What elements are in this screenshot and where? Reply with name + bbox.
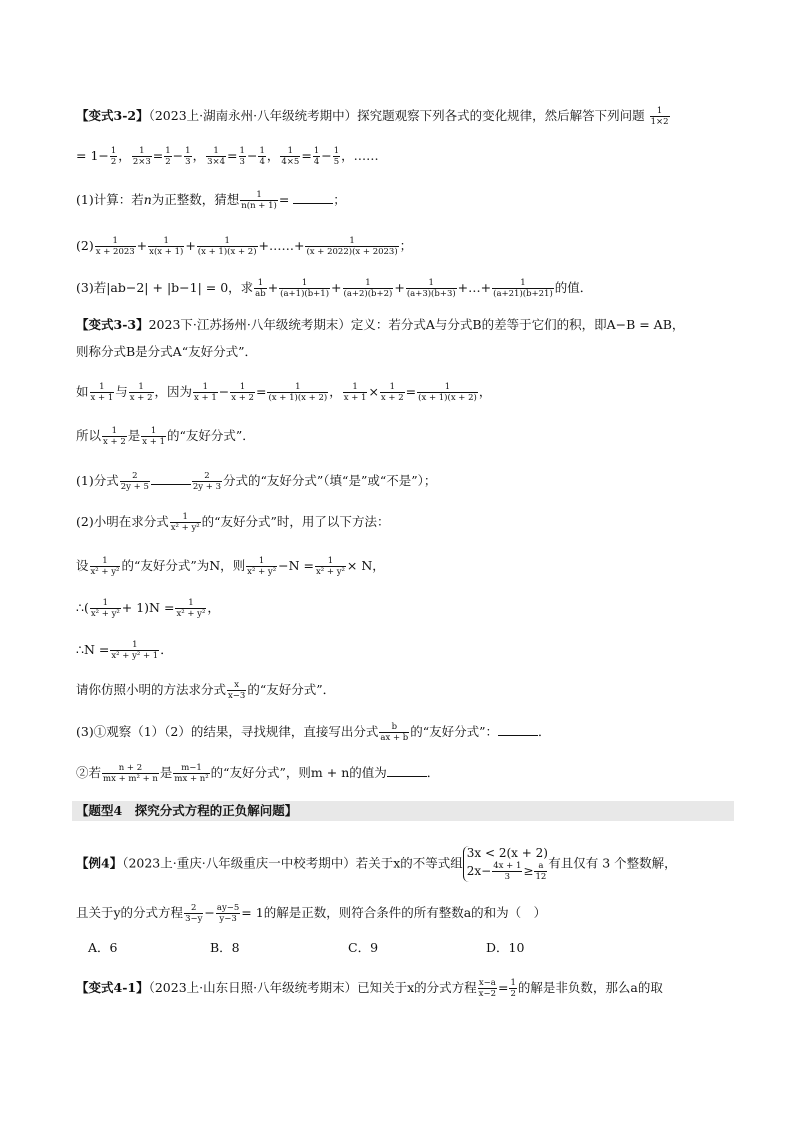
example-4-title: 【例4】 [76,855,123,871]
fraction: $\frac{1}{(a+21)(b+21)}$ [493,278,553,299]
fraction: $\frac{1}{x + 1}$ [90,382,114,403]
fraction: $\frac{1}{3}$ [185,146,191,167]
fraction: $\frac{1}{3}$ [239,146,245,167]
text: 分式的“友好分式”（填“是”或“不是”）； [223,473,437,488]
fraction: $\frac{1}{(x + 2022)(x + 2023)}$ [306,236,398,257]
variant-3-3-q1 [76,471,734,492]
variant-3-3-heading [76,315,734,335]
variant-3-3-q3 [76,722,734,743]
fraction: $\frac{x}{x-3}$ [228,680,246,701]
answer-blank[interactable] [151,472,191,485]
text: 与 [115,384,128,399]
variant-3-3-example: 如 $\frac{1}{x + 1}$ 与 $\frac{1}{x + 2}$ ，因为 $\frac{1}{x + 1}$ − $\frac{1}{x + 2}$ = $\frac{1}{(x + 1)(x + 2)}$ ， $\frac{1}{x + 1}$ × $\frac{1}{x + 2}$ = $\frac{1}{(x + 1)(x + 2)}$ ， [76,382,492,403]
example-4-heading [76,846,734,882]
variant-4-1: 【变式4-1】（2023上·山东日照·八年级统考期末）已知关于x的分式方程 $\frac{x-a}{x-2}$ = $\frac{1}{2}$ 的解是非负数，那么a的取 [76,978,663,999]
inequality-2: 2x− [466,864,492,878]
text: 设 [76,558,89,573]
example-4-options [88,938,528,958]
answer-blank[interactable] [387,764,427,777]
fraction: $\frac{1}{\text{x² + y²}}$ [247,556,277,577]
text: 且关于y的分式方程 [76,905,184,920]
q2-end: ； [399,238,413,253]
fraction: $\frac{1}{x + 1}$ [194,382,217,403]
variant-4-1-source: （2023上·山东日照·八年级统考期末） [148,980,358,995]
variant-3-3-title: 【变式3-3】 [76,317,149,332]
text: 的“友好分式”． [247,682,336,697]
text: ， [478,384,492,399]
fraction: $\frac{1}{x + 1}$ [142,426,165,447]
fraction: $\frac{1}{5}$ [333,146,340,167]
fraction: $\frac{1}{\text{x² + y²}}$ [170,512,200,533]
text: 如 [76,384,89,399]
fraction: $\frac{4x + 1}{3}$ [493,861,522,882]
variant-3-2-q2: (2) $\frac{1}{x + 2023}$ + $\frac{1}{x(x + 1)}$ + $\frac{1}{(x + 1)(x + 2)}$ +……+ $\frac{1}{(x + 2022)(x + 2023)}$ ； [76,236,413,257]
fraction: $\frac{1}{4\times 5}$ [281,146,300,167]
variant-3-3-source: 2023下·江苏扬州·八年级统考期末） [148,317,351,332]
variant-3-2-q1: (1)计算：若n为正整数，猜想 $\frac{1}{n(n + 1)}$ = ； [76,190,346,211]
fraction: $\frac{1}{2}$ [510,978,516,999]
fraction: $\frac{n + 2}{\text{mx + m² + n}}$ [103,763,158,784]
fraction: $\frac{1}{(a+2)(b+2)}$ [343,278,393,299]
series-start: = 1− [76,148,109,163]
fraction: $\frac{1}{(x + 1)(x + 2)}$ [268,382,328,403]
fraction: $\frac{1}{x + 2}$ [231,382,254,403]
fraction: $\frac{1}{2\times 3}$ [132,146,151,167]
text: 的“友好分式”： [410,724,498,739]
option-a[interactable]: A．6 [88,940,118,955]
fraction: $\frac{x-a}{x-2}$ [478,978,496,999]
fraction: $\frac{1}{(x + 1)(x + 2)}$ [418,382,477,403]
text: 有且仅有 3 个整数解， [548,855,677,871]
variant-3-3-conclusion [76,426,734,447]
variant-3-3-q2 [76,512,734,533]
text: ≥ [523,864,534,878]
text: (1)分式 [76,473,119,488]
text: 的解是非负数，那么a的取 [517,980,663,995]
fraction: $\frac{a}{12}$ [535,861,547,882]
example-4-line-2: 且关于y的分式方程 $\frac{2}{3-y}$ − $\frac{ay-5}{y-3}$ = 1的解是正数，则符合条件的所有整数a的和为（ ） [76,903,547,924]
fraction: $\frac{1}{\text{x² + y²}}$ [315,556,345,577]
fraction: $\frac{1}{x + 2}$ [103,426,126,447]
variant-3-3-q4 [76,763,734,784]
text: 请你仿照小明的方法求分式 [76,682,227,697]
fraction: $\frac{1}{4}$ [313,146,320,167]
text: 已知关于x的分式方程 [357,980,477,995]
fraction: $\frac{1}{2}$ [165,146,171,167]
fraction: $\frac{1}{x + 2}$ [129,382,153,403]
fraction: $\frac{1}{(a+1)(b+1)}$ [280,278,330,299]
variant-3-3-ask [76,680,734,701]
text: ，因为 [154,384,193,399]
fraction: $\frac{1}{x + 2}$ [380,382,404,403]
example-4-source: （2023上·重庆·八年级重庆一中校考期中） [122,855,356,871]
text: 的“友好分式”为N，则 [121,558,246,573]
q1-end: ； [333,192,346,207]
fraction: $\frac{1}{3\times 4}$ [207,146,226,167]
variant-3-3-definition: 定义：若分式A与分式B的差等于它们的积，即A−B = AB， [350,317,685,332]
inequality-1: 3x < 2(x + 2) [466,846,548,860]
text: (2)小明在求分式 [76,514,169,529]
fraction: $\frac{1}{\text{x² + y²}}$ [90,598,120,619]
fraction: $\frac{2}{3-y}$ [185,903,203,924]
text: ． [426,765,440,780]
variant-3-3-step-3: ∴N = $\frac{1}{\text{x² + y² + 1}}$ ． [76,640,173,661]
fraction: $\frac{m-1}{\text{mx + n²}}$ [174,763,209,784]
text: 若关于x的不等式组 [355,855,463,871]
variant-3-3-definition-2: 则称分式B是分式A“友好分式”． [76,344,257,359]
answer-blank[interactable] [293,191,333,204]
fraction: $\frac{1}{\text{x² + y²}}$ [90,556,120,577]
text: 的“友好分式”时，用了以下方法： [201,514,390,529]
text: = 1的解是正数，则符合条件的所有整数a的和为（ ） [241,905,547,920]
fraction: $\frac{1}{x + 2023}$ [95,236,135,257]
q2-label: (2) [76,238,94,253]
fraction: $\frac{ay-5}{y-3}$ [216,903,240,924]
text: 是 [159,765,173,780]
fraction: $\frac{1}{\text{x² + y²}}$ [176,598,206,619]
variant-3-3-step-1: 设 $\frac{1}{\text{x² + y²}}$ 的“友好分式”为N，则 $\frac{1}{\text{x² + y²}}$ −N = $\frac{1}{\text{x² + y²}}$ × N， [76,556,385,577]
fraction: $\frac{2}{2y + 3}$ [192,471,222,492]
fraction: $\frac{1}{ab}$ [255,278,266,299]
var-n: n [143,192,152,207]
fraction: $\frac{1}{\text{x² + y² + 1}}$ [111,640,159,661]
text: ． [538,724,551,739]
text: ∴ [76,600,84,615]
variant-3-2-series: = 1− $\frac{1}{2}$ ， $\frac{1}{2\times 3}$ = $\frac{1}{2}$ − $\frac{1}{3}$ ， $\frac{1}{3\times 4}$ = $\frac{1}{3}$ − $\frac{1}{4}$ ， $\frac{1}{4\times 5}$ = $\frac{1}{4}$ − $\frac{1}{5}$ ，…… [76,146,379,167]
text: 所以 [76,428,102,443]
fraction: $\frac{1}{(x + 1)(x + 2)}$ [197,236,257,257]
q3-label: (3)若 [76,280,107,295]
text: ∴N = [76,642,110,657]
variant-3-2-title: 【变式3-2】 [76,108,149,123]
fraction: $\frac{1}{x + 1}$ [343,382,367,403]
option-d[interactable]: D．10 [486,940,525,955]
fraction: $\frac{1}{(a+3)(b+3)}$ [406,278,456,299]
q3-condition: |ab−2| + |b−1| = 0，求 [106,280,254,295]
fraction: $\frac{1}{4}$ [259,146,265,167]
q3-end: 的值． [554,280,593,295]
q1-text-2: 为正整数，猜想 [151,192,240,207]
variant-4-1-title: 【变式4-1】 [76,980,149,995]
variant-3-2-q3: (3)若|ab−2| + |b−1| = 0，求 $\frac{1}{ab}$ + $\frac{1}{(a+1)(b+1)}$ + $\frac{1}{(a+2)(b+2)}$ + $\frac{1}{(a+3)(b+3)}$ +…+ $\frac{1}{(a+21)(b+21)}$ 的值． [76,278,593,299]
section-heading: 【题型4 探究分式方程的正负解问题】 [72,801,734,821]
variant-3-2-heading [76,106,734,127]
variant-3-2-stem: 探究题观察下列各式的变化规律，然后解答下列问题 [357,108,645,123]
fraction: $\frac{1}{1\times 2}$ [650,106,669,127]
variant-3-2-source: （2023上·湖南永州·八年级统考期中） [148,108,358,123]
q1-text: (1)计算：若 [76,192,144,207]
fraction: $\frac{1}{2}$ [110,146,117,167]
option-b[interactable]: B．8 [210,940,240,955]
answer-blank[interactable] [498,723,538,736]
fraction: $\frac{1}{x(x + 1)}$ [149,236,184,257]
fraction: $\frac{1}{n(n + 1)}$ [241,190,277,211]
fraction: $\frac{b}{ax + b}$ [380,722,409,743]
fraction: $\frac{2}{2y + 5}$ [120,471,149,492]
option-c[interactable]: C．9 [348,940,379,955]
ellipsis: …… [353,148,379,163]
text: 的“友好分式”，则m + n的值为 [210,765,387,780]
text: 是 [127,428,141,443]
inequality-system [463,846,549,882]
variant-3-3-step-2: ∴( $\frac{1}{\text{x² + y²}}$ + 1)N = $\frac{1}{\text{x² + y²}}$ ， [76,598,220,619]
text: ②若 [76,765,102,780]
text: (3)①观察（1）（2）的结果，寻找规律，直接写出分式 [76,724,379,739]
text: 的“友好分式”． [167,428,255,443]
